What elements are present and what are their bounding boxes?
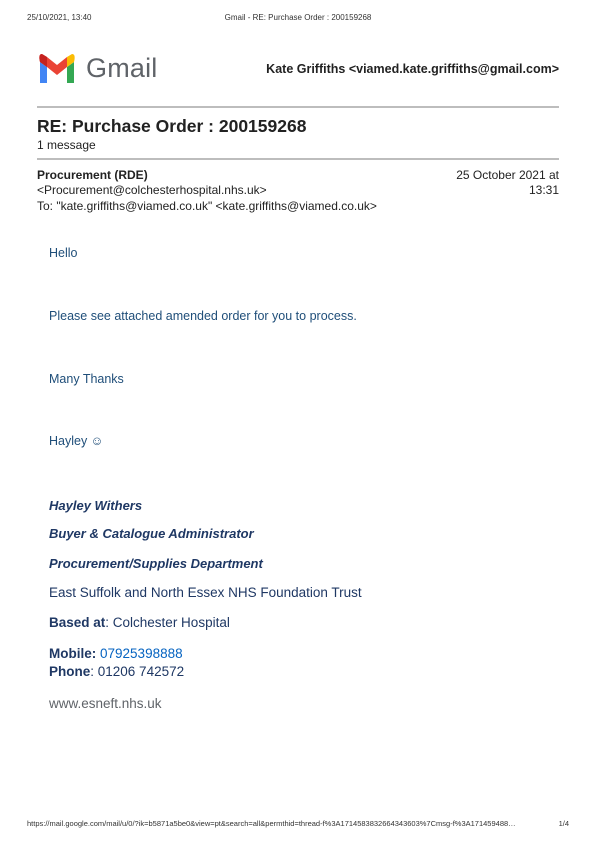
message-date: 25 October 2021 at (456, 168, 559, 182)
divider (37, 158, 559, 160)
signature-mobile (49, 646, 183, 661)
account-label: Kate Griffiths <viamed.kate.griffiths@gmail.com> (266, 62, 559, 76)
thread-subject: RE: Purchase Order : 200159268 (37, 116, 307, 136)
signature-based-at (49, 615, 230, 630)
signature-department: Procurement/Supplies Department (49, 556, 263, 571)
signature-role: Buyer & Catalogue Administrator (49, 526, 254, 541)
signature-name: Hayley Withers (49, 498, 143, 513)
gmail-m-icon (37, 54, 77, 84)
signature-organisation: East Suffolk and North Essex NHS Foundation Trust (49, 585, 362, 600)
recipient-line: To: "kate.griffiths@viamed.co.uk" <kate.griffiths@viamed.co.uk> (37, 199, 377, 213)
signature-phone (49, 664, 184, 679)
greeting: Hello (49, 246, 78, 260)
print-datetime: 25/10/2021, 13:40 (27, 13, 92, 22)
page-number: 1/4 (558, 819, 569, 828)
mobile-label: Mobile: (49, 646, 97, 661)
print-url: https://mail.google.com/mail/u/0/?ik=b5871a5be0&view=pt&search=all&permthid=thread-f%3A1714583832664343603%7Cmsg-f%3A171459488… (27, 819, 516, 828)
based-at-label: Based at (49, 615, 106, 630)
message-time: 13:31 (528, 183, 559, 197)
mobile-link[interactable]: 07925398888 (100, 646, 183, 661)
message-count: 1 message (37, 138, 96, 152)
phone-value: : 01206 742572 (90, 664, 185, 679)
divider (37, 106, 559, 108)
gmail-logo[interactable] (37, 53, 158, 84)
body-text: Please see attached amended order for you to process. (49, 309, 357, 323)
sender-name: Procurement (RDE) (37, 168, 148, 182)
based-at-value: : Colchester Hospital (105, 615, 230, 630)
gmail-wordmark: Gmail (86, 53, 158, 83)
sign-off: Hayley ☺ (49, 434, 104, 448)
print-title: Gmail - RE: Purchase Order : 200159268 (224, 13, 372, 22)
phone-label: Phone (49, 664, 91, 679)
sender-email: <Procurement@colchesterhospital.nhs.uk> (37, 183, 267, 197)
closing: Many Thanks (49, 372, 124, 386)
website-link[interactable]: www.esneft.nhs.uk (49, 696, 162, 711)
